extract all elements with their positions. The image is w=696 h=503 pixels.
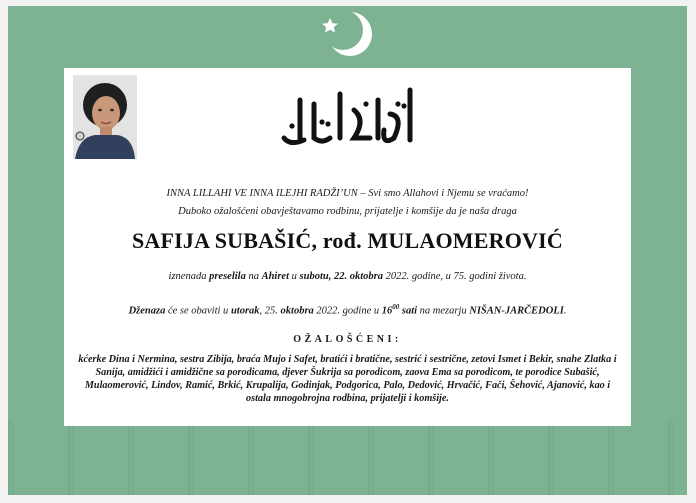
- intro-line-1: INNA LILLAHI VE INNA ILEJHI RADŽI’UN – Svi smo Allahovi i Njemu se vraćamo!: [166, 188, 529, 199]
- mourners-heading: OŽALOŠĆENI:: [293, 334, 402, 345]
- intro-line-2: Duboko ožalošćeni obavještavamo rodbinu, prijatelje i komšije da je naša draga: [178, 206, 517, 217]
- frame-shadow: [8, 420, 687, 495]
- crescent-star-icon: [318, 4, 378, 64]
- mourners-list: kćerke Dina i Nermina, sestra Zibija, braća Mujo i Safet, bratići i bratične, sestrić i sestrične, zetovi Ismet i Bekir, snahe Zlatka i Sanija, amidžići i amidžične sa porodicama, djever Šukrija sa porodicom, zaova Ema sa porodicom, te porodice Subašić, Mulaomerović, Lindov, Ramić, Brkić, Krupalija, Godinjak, Podgorica, Palo, Dedović, Hrvačić, Fači, Šehović, Ajanović, kao i ostala mnogobrojna rodbina, prijatelji i komšije.: [78, 354, 617, 404]
- obituary-paper: [64, 68, 631, 426]
- death-announcement: iznenada preselila na Ahiret u subotu, 22. oktobra 2022. godine, u 75. godini života.: [168, 271, 527, 282]
- funeral-details: Dženaza će se obaviti u utorak, 25. oktobra 2022. godine u $16^{00}$ sati na mezarju NIŠAN-JARČEDOLI.: [128, 303, 567, 317]
- deceased-photo: [73, 75, 137, 159]
- deceased-name: SAFIJA SUBAŠIĆ, rođ. MULAOMEROVIĆ: [132, 228, 563, 253]
- arabic-calligraphy: [270, 80, 425, 152]
